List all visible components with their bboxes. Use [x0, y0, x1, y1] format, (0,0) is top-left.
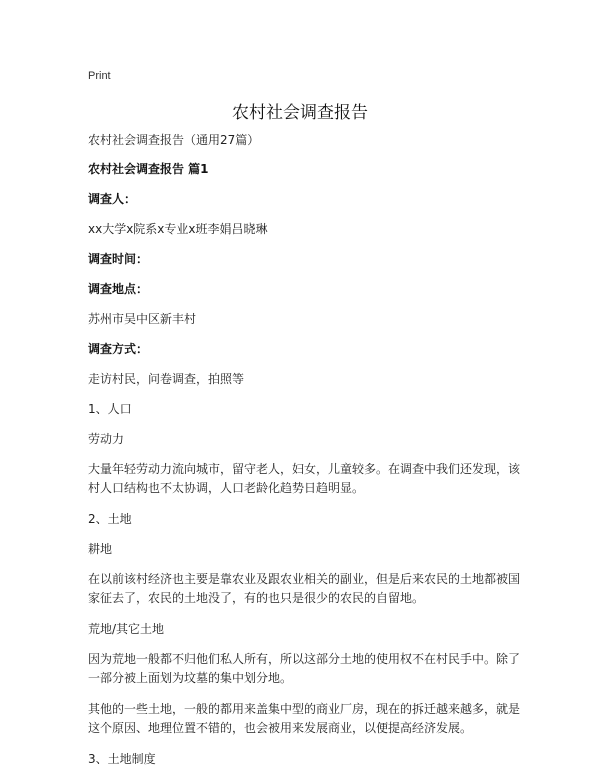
- document-body: [88, 131, 520, 780]
- investigator-value: xx大学x院系x专业x班李娟吕晓琳: [88, 222, 268, 236]
- section-1-subheading: 劳动力: [88, 432, 125, 446]
- method-value: 走访村民，问卷调查，拍照等: [88, 372, 245, 386]
- place-value: 苏州市吴中区新丰村: [88, 312, 197, 326]
- document-subtitle: 农村社会调查报告（通用27篇）: [88, 133, 260, 147]
- section-2-paragraph-other-land: 其他的一些土地，一般的都用来盖集中型的商业厂房，现在的拆迁越来越多，就是这个原因、地理位置不错的，也会被用来发展商业，以便提高经济发展。: [88, 702, 521, 735]
- section-2-title: 2、土地: [88, 512, 132, 526]
- print-label: Print: [88, 70, 111, 82]
- section-1-title: 1、人口: [88, 402, 132, 416]
- place-label: 调查地点：: [88, 282, 149, 296]
- section-1-paragraph: 大量年轻劳动力流向城市，留守老人，妇女，儿童较多。在调查中我们还发现，该村人口结构也不太协调，人口老龄化趋势日趋明显。: [88, 462, 521, 495]
- section-2-subheading-wasteland: 荒地/其它土地: [88, 622, 165, 636]
- method-label: 调查方式：: [88, 342, 149, 356]
- investigator-label: 调查人：: [88, 192, 137, 206]
- time-label: 调查时间：: [88, 252, 149, 266]
- section-3-title: 3、土地制度: [88, 752, 156, 766]
- section-2-subheading-farmland: 耕地: [88, 542, 113, 556]
- section-heading: 农村社会调查报告 篇1: [88, 162, 209, 176]
- section-2-paragraph-farmland: 在以前该村经济也主要是靠农业及跟农业相关的副业，但是后来农民的土地都被国家征去了，农民的土地没了，有的也只是很少的农民的自留地。: [88, 572, 521, 605]
- section-2-paragraph-wasteland: 因为荒地一般都不归他们私人所有，所以这部分土地的使用权不在村民手中。除了一部分被上面划为坟墓的集中划分地。: [88, 652, 521, 685]
- page-title: 农村社会调查报告: [232, 103, 368, 123]
